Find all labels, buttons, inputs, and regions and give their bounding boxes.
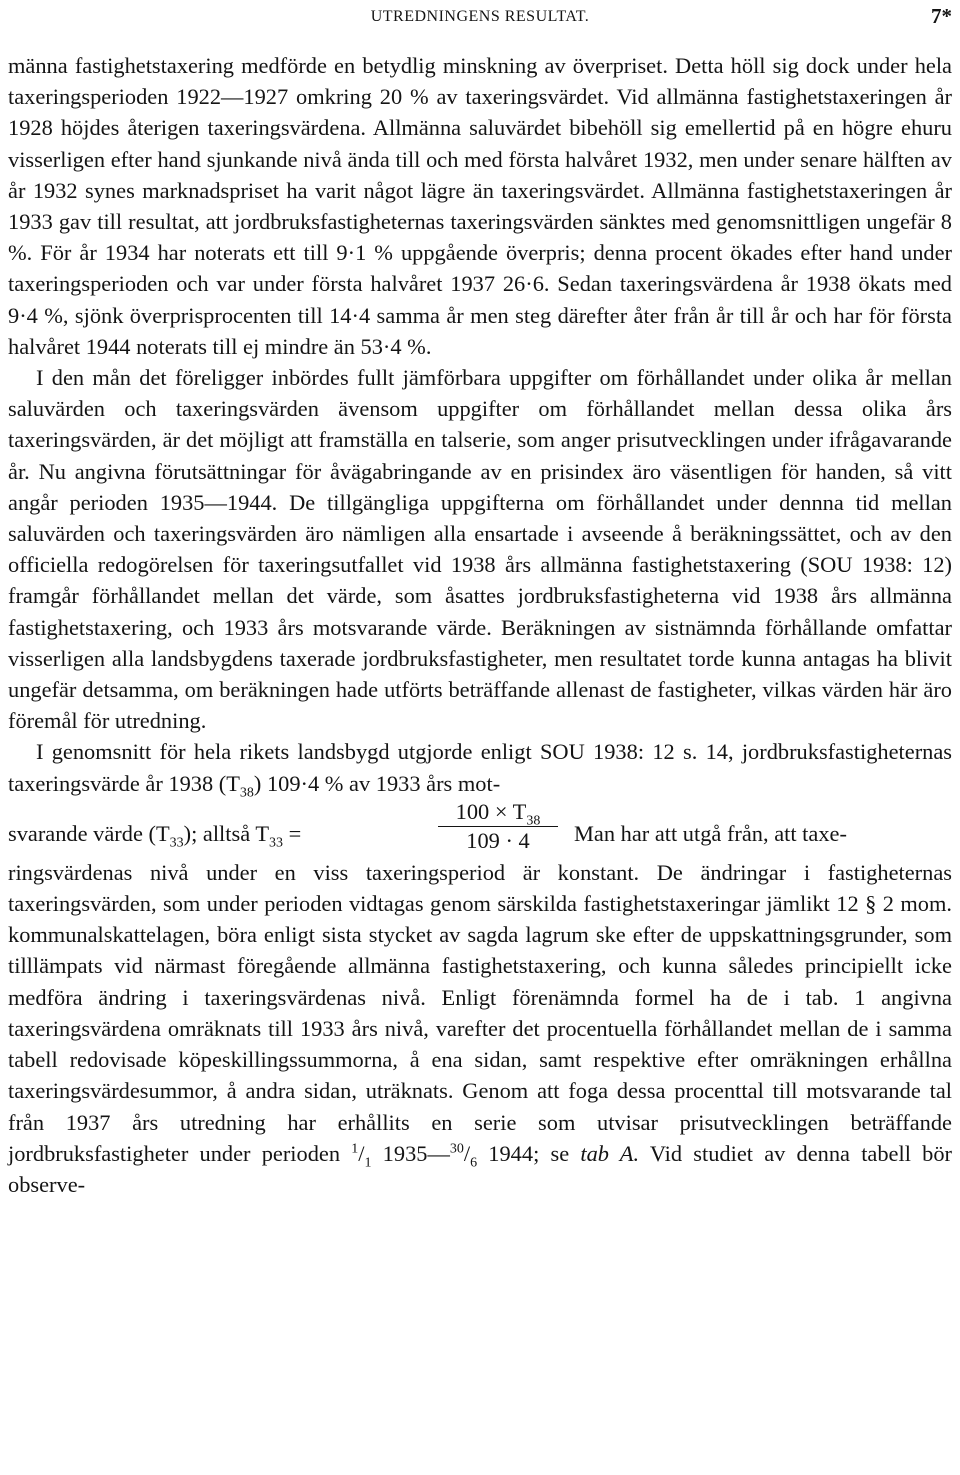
document-page: [8, 0, 952, 1475]
page-number: 7*: [931, 4, 952, 28]
running-title: UTREDNINGENS RESULTAT.: [370, 8, 590, 25]
frac1-num: 1: [351, 1141, 359, 1157]
paragraph-3-text: I genomsnitt för hela rikets landsbygd utgjorde enligt SOU 1938: 12 s. 14, jordbruksfastigheternas taxeringsvärde år 1938 (T: [8, 739, 952, 796]
paragraph-1: männa fastighetstaxering medförde en betydlig minskning av överpriset. Detta höll sig dock under hela taxeringsperioden 1922—1927 omkring 20 % av taxeringsvärdet. Vid allmänna fastighetstaxeringen år 1928 höjdes återigen taxeringsvärdena. Allmänna saluvärdet bibehöll sig emellertid på en högre ehuru visserligen efter hand sjunkande nivå ända till och med första halvåret 1932, men under senare hälften av år 1932 synes marknadspriset ha varit något lägre än taxeringsvärdet. Allmänna fastighetstaxeringen år 1933 gav till resultat, att jordbruksfastigheternas taxeringsvärden sänktes med genomsnittligen ungefär 8 %. För år 1934 har noterats ett till 9·1 % uppgående överpris; denna procent ökades efter hand under taxeringsperioden och var under första halvåret 1937 26·6. Sedan taxeringsvärdena år 1938 ökats med 9·4 %, sjönk överprisprocenten till 14·4 samma år men steg därefter åter från år till år och har för första halvåret 1944 noterats till ej mindre än 53·4 %.: [8, 53, 952, 359]
subscript-33: 33: [169, 835, 184, 851]
formula-tail: Man har att utgå från, att taxe-: [574, 820, 847, 846]
formula-lead: svarande värde $(T_{33})$; alltså $T_{33}$ =: [8, 820, 302, 851]
running-header: [8, 4, 952, 40]
paragraph-2: I den mån det föreligger inbördes fullt jämförbara uppgifter om förhållandet under olika år mellan saluvärden och taxeringsvärden ävensom uppgifter om förhållandet mellan dessa olika års taxeringsvärden, är det möjligt att framställa en talserie, som anger prisutvecklingen under ifrågavarande år. Nu angivna förutsättningar för åvägabringande av en prisindex äro väsentligen för handen, så vitt angår perioden 1935—1944. De tillgängliga uppgifterna om förhållandet under dennna tid mellan saluvärden och taxeringsvärden äro nämligen alla ensartade i avseende å beräkningssättet, och av den officiella redogörelsen för taxeringsutfallet vid 1938 års allmänna fastighetstaxering (SOU 1938: 12) framgår förhållandet mellan det värde, som åsattes jordbruksfastigheterna vid 1938 års allmänna fastighetstaxering, och 1933 års motsvarande värde. Beräkningen av sistnämnda förhållande omfattar visserligen alla landsbygdens taxerade jordbruksfastigheter, men resultatet torde kunna antagas ha blivit ungefär detsamma, om beräkningen hade utförts beträffande allenast de fastigheter, vilkas värden här äro föremål för utredning.: [8, 365, 952, 734]
paragraph-4-tail: Vid studiet av denna tabell bör observe-: [8, 1140, 952, 1197]
formula-numerator: $100 \times T_{38}$: [438, 799, 558, 827]
formula-line: [8, 799, 952, 857]
paragraph-4-text: ringsvärdenas nivå under en viss taxeringsperiod är konstant. De ändringar i fastigheternas taxeringsvärden, som under perioden vidtagas genom särskilda fastighetstaxeringar jämlikt 12 § 2 mom. kommunalskattelagen, böra enligt sista stycket av sagda lagrum ske efter de uppskattningsgrunder, som tilllämpats vid närmast föregående allmänna fastighetstaxering, och kunna således principiellt icke medföra ändring i taxeringsvärdenas nivå. Enligt förenämnda formel ha de i tab. 1 angivna taxeringsvärdena omräknats till 1933 års nivå, varefter det procentuella förhållandet mellan de i samma tabell redovisade köpeskillingssummorna, å ena sidan, samt respektive efter omräkningen erhållna taxeringsvärdesummor, å andra sidan, uträknats. Genom att foga dessa procenttal till motsvarande tal från 1937 års utredning har erhållits en serie som utvisar prisutvecklingen beträffande jordbruksfastigheter under perioden: [8, 859, 952, 1166]
frac2-den: 6: [470, 1155, 478, 1171]
paragraph-4: ringsvärdenas nivå under en viss taxeringsperiod är konstant. De ändringar i fastigheternas taxeringsvärden, som under perioden vidtagas genom särskilda fastighetstaxeringar jämlikt 12 § 2 mom. kommunalskattelagen, böra enligt sista stycket av sagda lagrum ske efter de uppskattningsgrunder, som tilllämpats vid närmast föregående allmänna fastighetstaxering, och kunna således principiellt icke medföra ändring i taxeringsvärdenas nivå. Enligt förenämnda formel ha de i tab. 1 angivna taxeringsvärdena omräknats till 1933 års nivå, varefter det procentuella förhållandet mellan de i samma tabell redovisade köpeskillingssummorna, å ena sidan, samt respektive efter omräkningen erhållna taxeringsvärdesummor, å andra sidan, uträknats. Genom att foga dessa procenttal till motsvarande tal från 1937 års utredning har erhållits en serie som utvisar prisutvecklingen beträffande jordbruksfastigheter under perioden $^1/_1$ $1935—^{30}/_6$ 1944; se tab A. Vid studiet av denna tabell bör observe-: [8, 859, 952, 1197]
formula-mid: ); alltså T: [183, 820, 270, 846]
subscript-38-num: 38: [526, 813, 541, 829]
paragraph-3: [8, 736, 952, 801]
formula-denominator: 109 · 4: [466, 827, 530, 853]
tab-reference: tab A.: [580, 1140, 640, 1166]
subscript-33-b: 33: [269, 835, 284, 851]
year1: 1935—: [371, 1140, 450, 1166]
formula-equals: =: [283, 820, 302, 846]
frac2-num: 30: [449, 1141, 464, 1157]
paragraph-3-rest: ) 109·4 % av 1933 års mot-: [253, 770, 501, 796]
frac1-den: 1: [364, 1155, 372, 1171]
formula-fraction: [438, 799, 558, 855]
body-text: [8, 50, 952, 1200]
year2: 1944; se: [477, 1140, 581, 1166]
subscript-38: 38: [239, 785, 254, 801]
